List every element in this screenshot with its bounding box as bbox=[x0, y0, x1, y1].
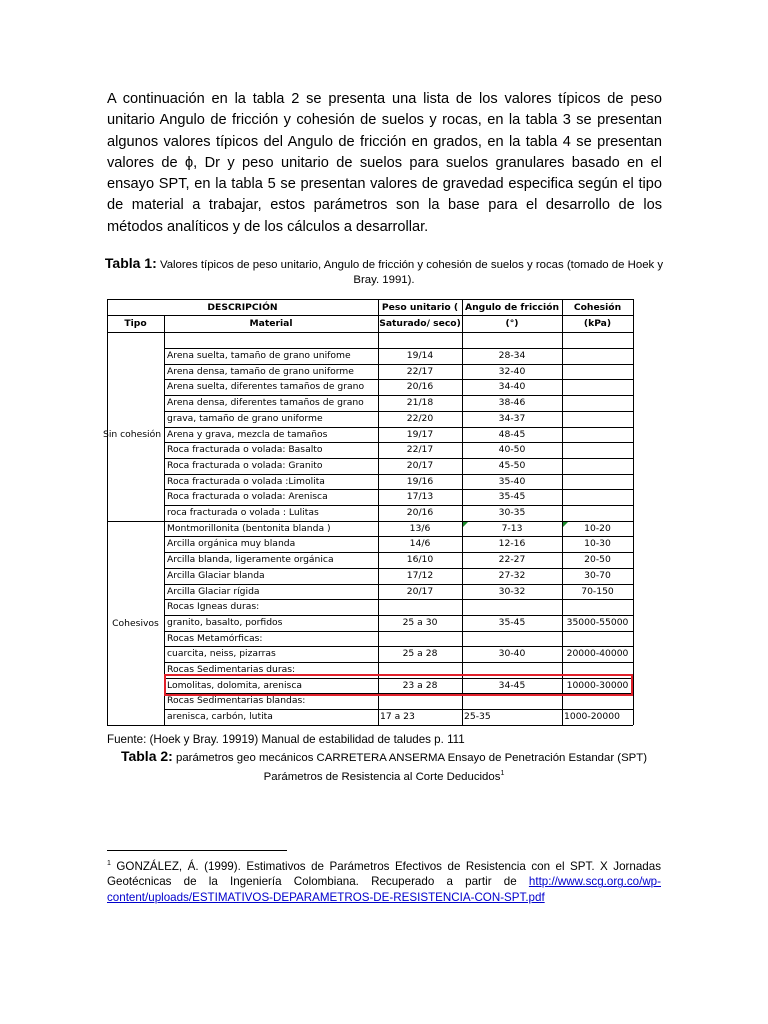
cell-material: Arena suelta, tamaño de grano unifome bbox=[167, 350, 351, 361]
cell-material: arenisca, carbón, lutita bbox=[167, 711, 273, 722]
cell-material: Arcilla blanda, ligeramente orgánica bbox=[167, 554, 334, 565]
cell-angulo: 27-32 bbox=[498, 570, 526, 581]
footnote-link[interactable]: http://www.scg.org.co/wp-content/uploads/ESTIMATIVOS-DEPARAMETROS-DE-RESISTENCIA-CON-SPT.pdf bbox=[107, 875, 661, 905]
cell-angulo: 7-13 bbox=[501, 523, 523, 534]
group-divider bbox=[107, 521, 164, 522]
footnote-mark: 1 bbox=[107, 860, 111, 867]
cell-cohesion: 20-50 bbox=[584, 554, 611, 565]
cell-material: Arcilla Glaciar rígida bbox=[167, 586, 260, 597]
cell-angulo: 12-16 bbox=[498, 538, 526, 549]
cell-material: Arena suelta, diferentes tamaños de grano bbox=[167, 381, 365, 392]
header-bottom bbox=[107, 332, 633, 333]
cell-peso: 21/18 bbox=[406, 397, 434, 408]
cell-angulo: 34-45 bbox=[498, 680, 526, 691]
cell-material: Roca fracturada o volada: Granito bbox=[167, 460, 323, 471]
table2-caption-label: Tabla 2: bbox=[120, 748, 173, 764]
cell-peso: 19/16 bbox=[406, 476, 434, 487]
cell-peso: 25 a 28 bbox=[402, 648, 438, 659]
cell-cohesion: 20000-40000 bbox=[566, 648, 629, 659]
cell-material: Arena densa, diferentes tamaños de grano bbox=[167, 397, 364, 408]
cell-material: Rocas Metamórficas: bbox=[167, 633, 263, 644]
cell-material: Arena y grava, mezcla de tamaños bbox=[167, 429, 328, 440]
cell-angulo: 30-40 bbox=[498, 648, 526, 659]
cell-cohesion: 10-30 bbox=[584, 538, 611, 549]
cell-material: granito, basalto, porfidos bbox=[167, 617, 283, 628]
cell-peso: 25 a 30 bbox=[402, 617, 438, 628]
cell-cohesion: 10000-30000 bbox=[566, 680, 629, 691]
cell-material: Arcilla orgánica muy blanda bbox=[167, 538, 296, 549]
cell-material: Lomolitas, dolomita, arenisca bbox=[167, 680, 303, 691]
cell-peso: 13/6 bbox=[409, 523, 431, 534]
cell-peso: 19/14 bbox=[406, 350, 434, 361]
cell-peso: 20/16 bbox=[406, 381, 434, 392]
cell-material: Roca fracturada o volada: Basalto bbox=[167, 444, 323, 455]
cell-angulo: 35-45 bbox=[498, 617, 526, 628]
cell-angulo: 22-27 bbox=[498, 554, 526, 565]
table1-caption bbox=[104, 256, 664, 288]
header-tipo: Tipo bbox=[124, 318, 147, 329]
footnote-text: GONZÁLEZ, Á. (1999). Estimativos de Parámetros Efectivos de Resistencia con el SPT. X Jornadas Geotécnicas de la Ingeniería Colombiana. Recuperado a partir de bbox=[107, 859, 661, 889]
cell-peso: 22/17 bbox=[406, 444, 434, 455]
cell-material: Roca fracturada o volada: Arenisca bbox=[167, 491, 328, 502]
cell-angulo: 38-46 bbox=[498, 397, 526, 408]
header-angulo: (°) bbox=[505, 318, 519, 329]
cell-angulo: 45-50 bbox=[498, 460, 526, 471]
cell-cohesion: 1000-20000 bbox=[564, 711, 620, 722]
cell-material: Montmorillonita (bentonita blanda ) bbox=[167, 523, 331, 534]
group-cohesivos: Cohesivos bbox=[112, 618, 159, 629]
cell-cohesion: 70-150 bbox=[581, 586, 614, 597]
cell-cohesion: 10-20 bbox=[584, 523, 611, 534]
cell-marker-icon bbox=[463, 522, 468, 527]
header-cohesion: Cohesión bbox=[573, 302, 622, 313]
cell-peso: 19/17 bbox=[406, 429, 434, 440]
column-line bbox=[562, 299, 563, 725]
cell-peso: 23 a 28 bbox=[402, 680, 438, 691]
table1-caption-label: Tabla 1: bbox=[104, 255, 157, 271]
cell-peso: 17 a 23 bbox=[380, 711, 415, 722]
cell-angulo: 48-45 bbox=[498, 429, 526, 440]
table-border-right bbox=[633, 299, 634, 725]
cell-peso: 20/16 bbox=[406, 507, 434, 518]
cell-material: Arena densa, tamaño de grano uniforme bbox=[167, 366, 354, 377]
cell-angulo: 30-35 bbox=[498, 507, 526, 518]
header-peso: Peso unitario ( bbox=[381, 302, 459, 313]
highlight-box bbox=[164, 674, 633, 696]
cell-peso: 17/13 bbox=[406, 491, 434, 502]
cell-angulo: 28-34 bbox=[498, 350, 526, 361]
cell-material: Rocas Igneas duras: bbox=[167, 601, 260, 612]
table-border-bottom bbox=[107, 725, 164, 726]
group-sin-cohesion: Sin cohesión bbox=[103, 429, 162, 440]
row-line bbox=[164, 725, 633, 726]
cell-peso: 22/20 bbox=[406, 413, 434, 424]
footnote-separator bbox=[107, 850, 287, 851]
cell-angulo: 34-40 bbox=[498, 381, 526, 392]
properties-table bbox=[103, 299, 635, 729]
intro-paragraph: A continuación en la tabla 2 se presenta una lista de los valores típicos de peso unitario Angulo de fricción y cohesión de suelos y rocas, en la tabla 3 se presentan algunos valores típicos del Angulo de fricción en grados, en la tabla 4 se presentan valores de ϕ, Dr y peso unitario de suelos para suelos granulares basado en el ensayo SPT, en la tabla 5 se presentan valores de gravedad especifica según el tipo de material a trabajar, estos parámetros son la base para el desarrollo de los métodos analíticos y de los cálculos a desarrollar. bbox=[107, 91, 662, 235]
cell-material: grava, tamaño de grano uniforme bbox=[167, 413, 323, 424]
cell-peso: 20/17 bbox=[406, 586, 434, 597]
cell-peso: 14/6 bbox=[409, 538, 431, 549]
column-line bbox=[164, 315, 165, 725]
cell-peso: 16/10 bbox=[406, 554, 434, 565]
cell-cohesion: 35000-55000 bbox=[566, 617, 629, 628]
cell-peso: 17/12 bbox=[406, 570, 434, 581]
header-cohesion: (kPa) bbox=[583, 318, 612, 329]
cell-angulo: 32-40 bbox=[498, 366, 526, 377]
header-material: Material bbox=[249, 318, 293, 329]
table2-caption bbox=[104, 749, 664, 785]
cell-angulo: 25-35 bbox=[464, 711, 491, 722]
footnote bbox=[107, 856, 661, 906]
cell-material: Roca fracturada o volada :Limolita bbox=[167, 476, 325, 487]
cell-cohesion: 30-70 bbox=[584, 570, 611, 581]
header-descripcion: DESCRIPCIÓN bbox=[207, 302, 278, 313]
footnote-ref: 1 bbox=[500, 770, 505, 777]
cell-peso: 22/17 bbox=[406, 366, 434, 377]
cell-marker-icon bbox=[563, 522, 568, 527]
table2-caption-text: parámetros geo mecánicos CARRETERA ANSERMA Ensayo de Penetración Estandar (SPT) Parámetros de Resistencia al Corte Deducidos bbox=[176, 752, 648, 783]
header-peso: Saturado/ seco) bbox=[379, 318, 461, 329]
table-border-left bbox=[107, 299, 108, 725]
cell-angulo: 40-50 bbox=[498, 444, 526, 455]
cell-material: roca fracturada o volada : Lulitas bbox=[167, 507, 319, 518]
cell-peso: 20/17 bbox=[406, 460, 434, 471]
cell-angulo: 35-45 bbox=[498, 491, 526, 502]
table1-caption-text: Valores típicos de peso unitario, Angulo de fricción y cohesión de suelos y rocas (tomado de Hoek y Bray. 1991). bbox=[159, 259, 664, 286]
cell-material: Rocas Sedimentarias blandas: bbox=[167, 695, 306, 706]
header-angulo: Angulo de fricción bbox=[464, 302, 559, 313]
table-source: Fuente: (Hoek y Bray. 19919) Manual de estabilidad de taludes p. 111 bbox=[107, 733, 465, 746]
cell-material: Arcilla Glaciar blanda bbox=[167, 570, 265, 581]
cell-material: cuarcita, neiss, pizarras bbox=[167, 648, 276, 659]
cell-angulo: 30-32 bbox=[498, 586, 526, 597]
cell-angulo: 35-40 bbox=[498, 476, 526, 487]
cell-angulo: 34-37 bbox=[498, 413, 526, 424]
cell-material: Rocas Sedimentarias duras: bbox=[167, 664, 296, 675]
